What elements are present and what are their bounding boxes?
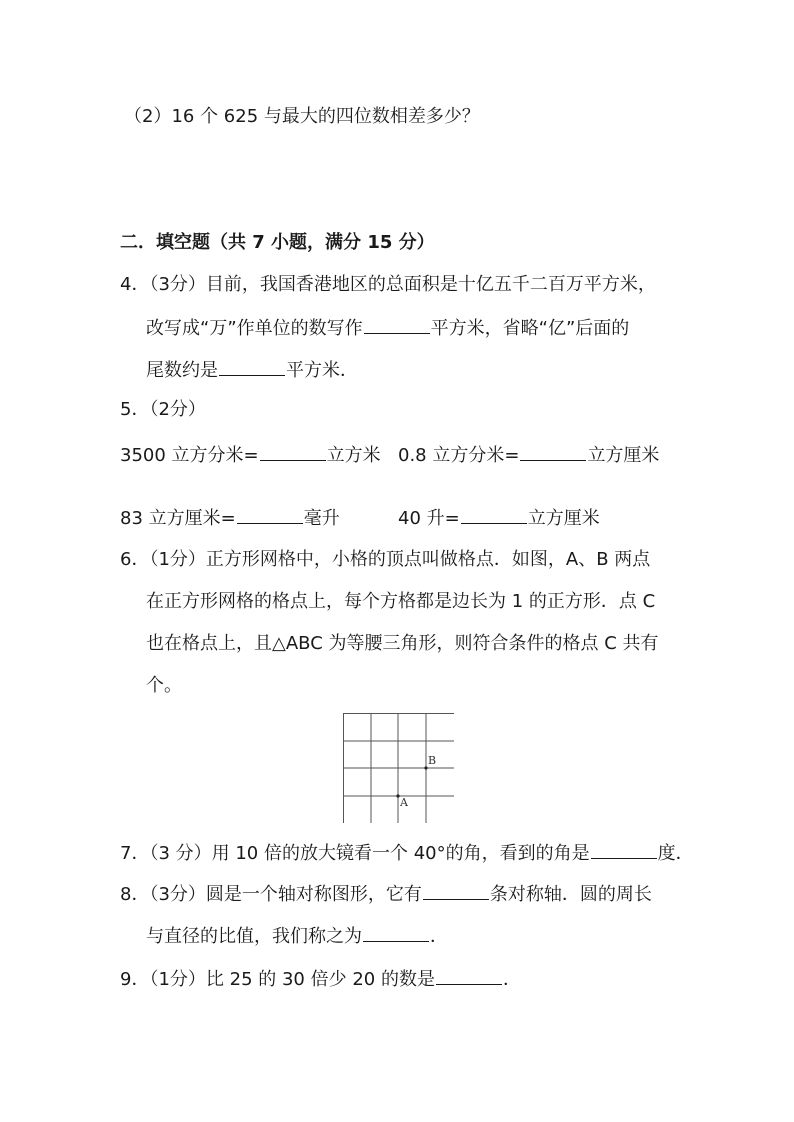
question-6-line-3-text: 也在格点上，且△ABC 为等腰三角形，则符合条件的格点 C 共有 — [146, 633, 659, 654]
question-5-b-post: 立方厘米 — [587, 445, 660, 466]
question-6-line-1-text: 6．（1分）正方形网格中，小格的顶点叫做格点．如图，A、B 两点 — [120, 549, 651, 570]
section-2-title — [120, 231, 435, 255]
question-3-2 — [124, 105, 480, 129]
question-4-line-1-text: 4．（3分）目前，我国香港地区的总面积是十亿五千二百万平方米， — [120, 274, 656, 295]
question-4-line-2 — [146, 315, 629, 341]
answer-blank[interactable] — [461, 505, 527, 524]
question-6-line-2 — [146, 590, 655, 614]
question-4-line-3 — [146, 357, 358, 383]
answer-blank[interactable] — [591, 840, 657, 859]
question-5-d-post: 立方厘米 — [527, 508, 600, 529]
question-5-a-post: 立方米 — [326, 445, 381, 466]
question-8-text-b: 条对称轴．圆的周长 — [489, 884, 652, 905]
question-3-2-text: （2）16 个 625 与最大的四位数相差多少？ — [124, 106, 480, 127]
question-6-line-1 — [120, 548, 650, 572]
question-7-pre: 7．（3 分）用 10 倍的放大镜看一个 40°的角，看到的角是 — [120, 843, 590, 864]
question-8-text-a: 8．（3分）圆是一个轴对称图形，它有 — [120, 884, 422, 905]
question-7-post: 度． — [657, 843, 694, 864]
question-4-text-d: 平方米． — [286, 360, 358, 381]
question-4-text-b: 平方米，省略“亿”后面的 — [430, 318, 630, 339]
question-6-line-4-text: 个。 — [146, 675, 182, 696]
answer-blank[interactable] — [423, 881, 489, 900]
question-8-line-2 — [146, 923, 448, 949]
answer-blank[interactable] — [363, 923, 429, 942]
question-5-row-2 — [120, 505, 340, 531]
question-5-c-pre: 83 立方厘米= — [120, 508, 236, 529]
question-9 — [120, 966, 521, 992]
answer-blank[interactable] — [237, 505, 303, 524]
question-5-c-post: 毫升 — [303, 508, 340, 529]
question-5-a-pre: 3500 立方分米= — [120, 445, 259, 466]
point-b-label: B — [428, 754, 437, 767]
question-9-pre: 9．（1分）比 25 的 30 倍少 20 的数是 — [120, 969, 435, 990]
grid-svg — [343, 713, 455, 825]
answer-blank[interactable] — [520, 442, 586, 461]
answer-blank[interactable] — [260, 442, 326, 461]
answer-blank[interactable] — [436, 966, 502, 985]
question-6-line-2-text: 在正方形网格的格点上，每个方格都是边长为 1 的正方形．点 C — [146, 591, 656, 612]
question-6-line-3 — [146, 632, 659, 656]
question-6-line-4 — [146, 674, 182, 698]
question-8-text-c: 与直径的比值，我们称之为 — [146, 926, 362, 947]
question-5-row-1 — [120, 442, 381, 468]
question-8-text-d: ． — [430, 926, 448, 947]
question-4-text-c: 尾数约是 — [146, 360, 218, 381]
question-5-b-pre: 0.8 立方分米= — [398, 445, 520, 466]
question-5-row-2-b — [398, 505, 600, 531]
section-2-title-text: 二．填空题（共 7 小题，满分 15 分） — [120, 232, 435, 253]
question-5-row-1-b — [398, 442, 659, 468]
answer-blank[interactable] — [219, 357, 285, 376]
question-5-d-pre: 40 升= — [398, 508, 460, 529]
answer-blank[interactable] — [364, 315, 430, 334]
question-5-head — [120, 398, 206, 422]
question-4-text-a: 改写成“万”作单位的数写作 — [146, 318, 363, 339]
question-4-line-1 — [120, 273, 656, 297]
question-5-head-text: 5．（2分） — [120, 399, 206, 420]
square-grid-figure — [343, 713, 455, 829]
point-a-label: A — [400, 796, 408, 809]
question-9-post: ． — [502, 969, 521, 990]
question-8-line-1 — [120, 881, 652, 907]
question-7 — [120, 840, 694, 866]
